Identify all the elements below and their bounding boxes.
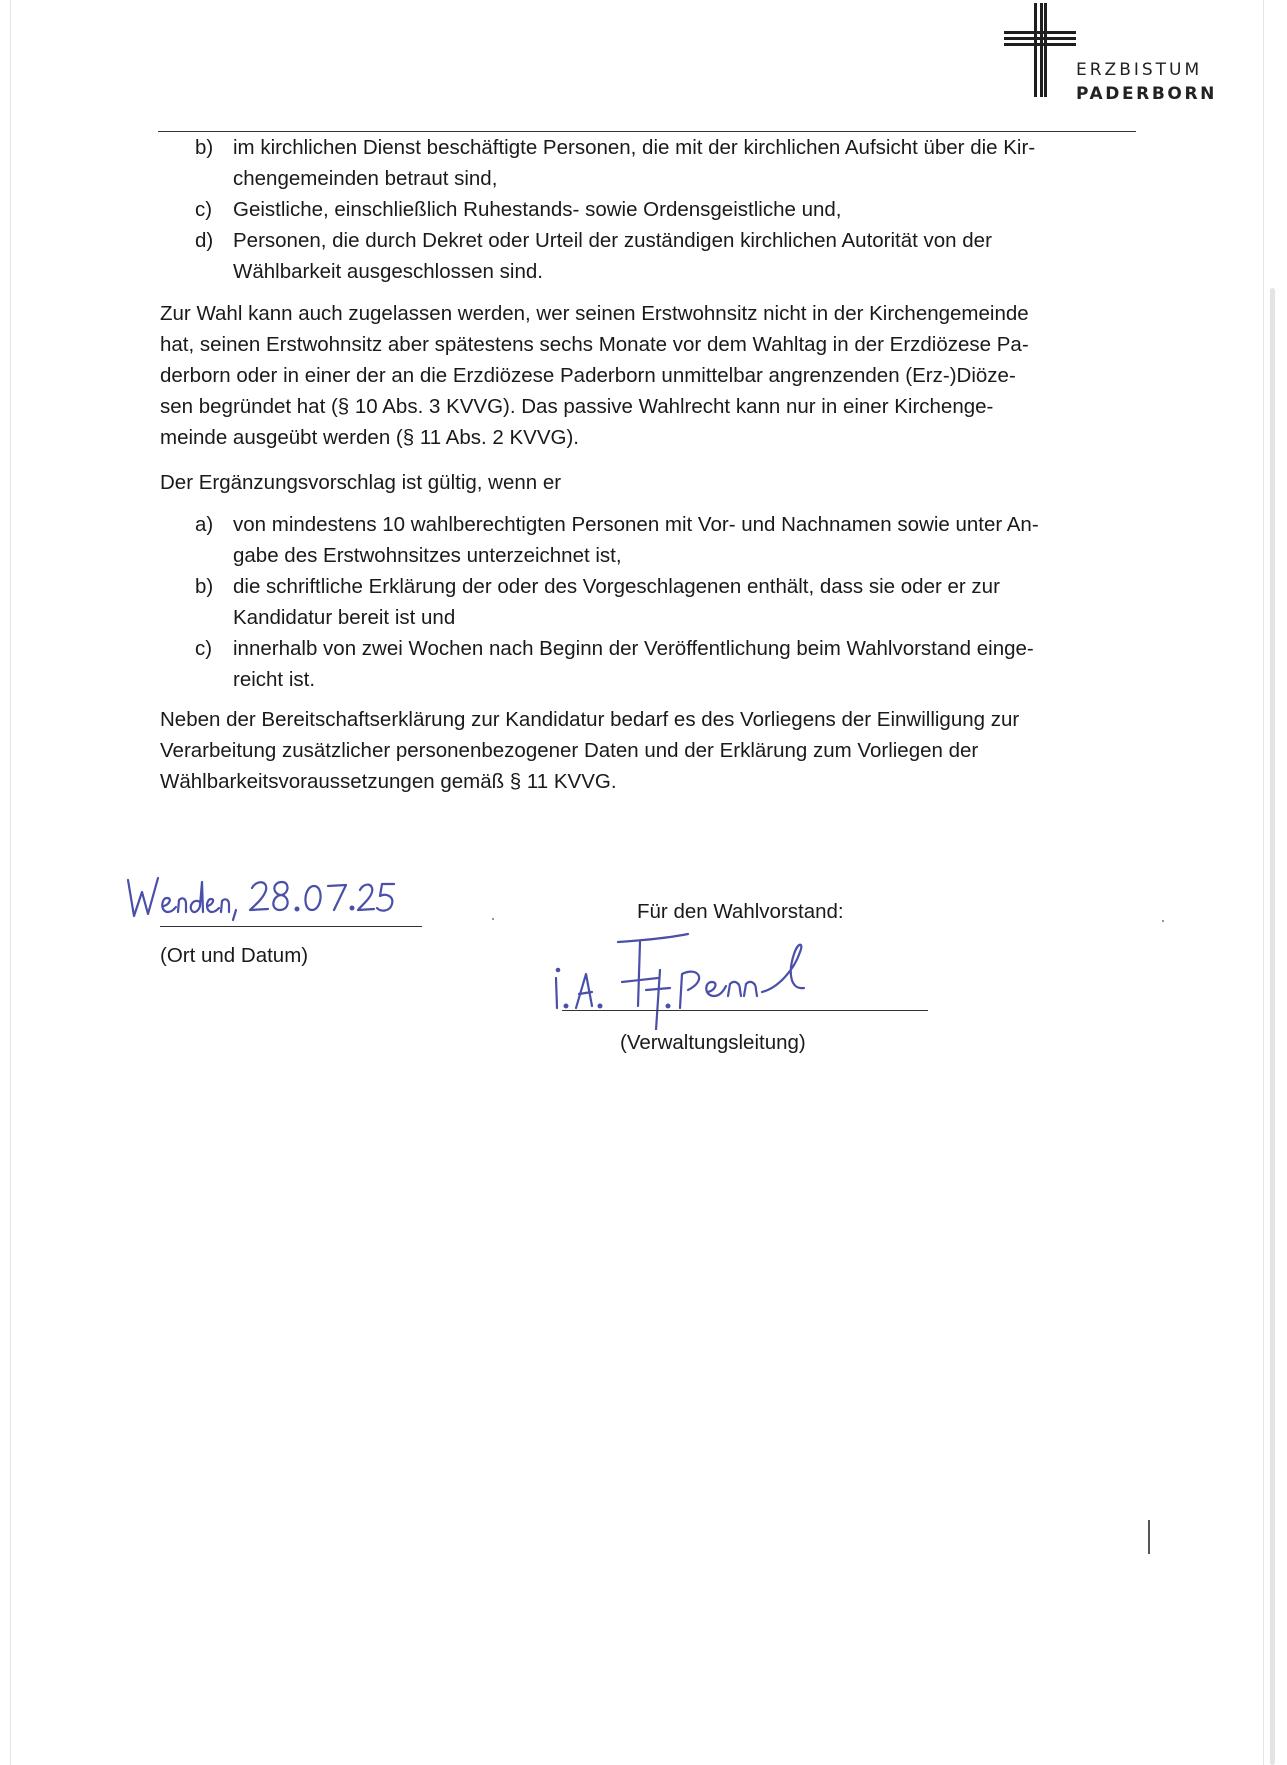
logo-text-paderborn: PADERBORN bbox=[1076, 84, 1217, 104]
stray-dot bbox=[492, 918, 494, 920]
list-item-text: die schriftliche Erklärung der oder des Vorgeschlagenen enthält, dass sie oder er zur Kandidatur bereit ist und bbox=[233, 575, 1000, 629]
list-item bbox=[195, 633, 1140, 695]
paragraph-valid-intro-text: Der Ergänzungsvorschlag ist gültig, wenn er bbox=[160, 471, 562, 494]
erzbistum-logo bbox=[1000, 0, 1225, 104]
paragraph-consent-text: Neben der Bereitschaftserklärung zur Kandidatur bedarf es des Vorliegens der Einwilligung zur Verarbeitung zusätzlicher personenbezogener Daten und der Erklärung zum Vorliegen der Wählbarkeitsvoraussetzungen gemäß § 11 KVVG. bbox=[160, 708, 1020, 793]
list-marker: d) bbox=[195, 229, 214, 252]
list-marker: b) bbox=[195, 575, 214, 598]
scrollbar[interactable] bbox=[1270, 288, 1275, 1765]
logo-text-erzbistum: ERZBISTUM bbox=[1076, 60, 1203, 80]
list-item-text: im kirchlichen Dienst beschäftigte Personen, die mit der kirchlichen Aufsicht über die Kir- chengemeinden betraut sind, bbox=[233, 136, 1036, 190]
handwritten-signature bbox=[548, 930, 888, 1030]
list-item-text: von mindestens 10 wahlberechtigten Personen mit Vor- und Nachnamen sowie unter An- gabe des Erstwohnsitzes unterzeichnet ist, bbox=[233, 513, 1039, 567]
signature-line-board bbox=[562, 1010, 928, 1011]
list-item bbox=[195, 132, 1140, 194]
list-item-text: Personen, die durch Dekret oder Urteil der zuständigen kirchlichen Autorität von der Wählbarkeit ausgeschlossen sind. bbox=[233, 229, 992, 283]
list-item-text: Geistliche, einschließlich Ruhestands- sowie Ordensgeistliche und, bbox=[233, 198, 842, 221]
board-caption: (Verwaltungsleitung) bbox=[620, 1031, 806, 1054]
list-item bbox=[195, 194, 1140, 225]
list-marker: a) bbox=[195, 513, 214, 536]
list-item-text: innerhalb von zwei Wochen nach Beginn der Veröffentlichung beim Wahlvorstand einge- reicht ist. bbox=[233, 637, 1034, 691]
paragraph-valid-intro bbox=[160, 467, 1150, 498]
ineligible-list bbox=[195, 132, 1140, 287]
paragraph-residence bbox=[160, 298, 1150, 453]
paragraph-consent bbox=[160, 704, 1150, 797]
list-marker: c) bbox=[195, 637, 213, 660]
board-label: Für den Wahlvorstand: bbox=[637, 900, 844, 923]
signature-line-place-date bbox=[160, 926, 422, 927]
list-item bbox=[195, 509, 1140, 571]
handwritten-place-date bbox=[122, 868, 432, 938]
list-marker: b) bbox=[195, 136, 214, 159]
list-marker: c) bbox=[195, 198, 213, 221]
paragraph-residence-text: Zur Wahl kann auch zugelassen werden, wer seinen Erstwohnsitz nicht in der Kirchengemeinde hat, seinen Erstwohnsitz aber spätestens sechs Monate vor dem Wahltag in der Erzdiözese Pa- derborn oder in einer der an die Erzdiözese Paderborn unmittelbar angrenzenden (Erz-)Diöze- sen begründet hat (§ 10 Abs. 3 KVVG). Das passive Wahlrecht kann nur in einer Kirchenge- meinde ausgeübt werden (§ 11 Abs. 2 KVVG). bbox=[160, 302, 1029, 449]
list-item bbox=[195, 571, 1140, 633]
cross-icon bbox=[1000, 0, 1080, 100]
text-cursor bbox=[1148, 1520, 1150, 1554]
place-date-caption: (Ort und Datum) bbox=[160, 944, 309, 967]
list-item bbox=[195, 225, 1140, 287]
validity-list bbox=[195, 509, 1140, 695]
stray-dot bbox=[1162, 920, 1164, 922]
